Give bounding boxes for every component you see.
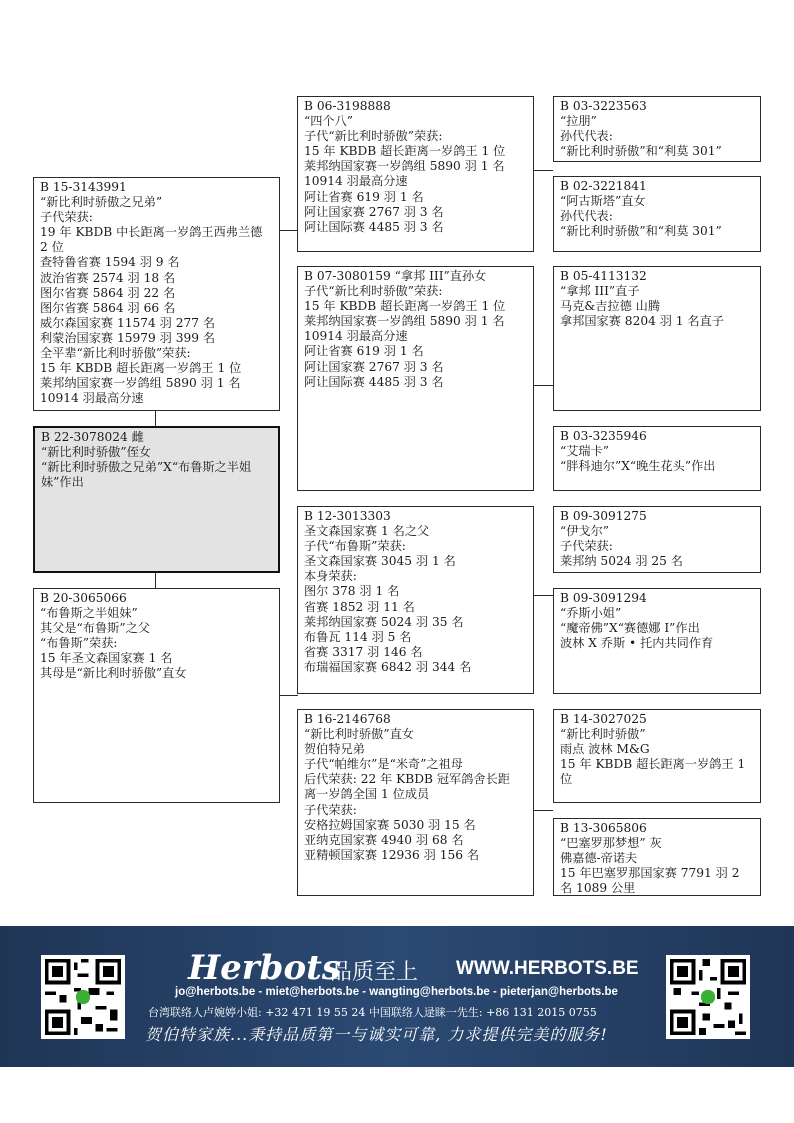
company-motto: 贺伯特家族...秉持品质第一与诚实可靠, 力求提供完美的服务!: [145, 1025, 608, 1044]
pedigree-text-line: “胖科迪尔”X“晚生花头”作出: [560, 459, 716, 474]
pedigree-text-line: B 03-3223563: [560, 99, 647, 113]
connector-line: [533, 810, 553, 811]
pedigree-text-line: 省赛 3317 羽 146 名: [304, 644, 423, 659]
pedigree-text-line: “魔帝佛”X“赛德娜 I”作出: [560, 621, 700, 636]
pedigree-text-line: 阿让国际赛 4485 羽 3 名: [304, 374, 444, 389]
herbots-logo: Herbots: [188, 948, 341, 988]
right-qr-code-icon: [666, 955, 750, 1039]
pedigree-text-line: B 13-3065806: [560, 821, 647, 835]
connector-line: [533, 595, 553, 596]
pedigree-text-line: 圣文森国家赛 3045 羽 1 名: [304, 554, 456, 569]
contact-emails[interactable]: jo@herbots.be - miet@herbots.be - wangting@herbots.be - pieterjan@herbots.be: [175, 986, 618, 998]
pedigree-text-line: 孙代代表:: [560, 129, 613, 144]
pedigree-text-line: 子代荣获:: [560, 539, 613, 554]
pedigree-text-line: “新比利时骄傲”和“利莫 301”: [560, 224, 722, 239]
pedigree-sds-box: [553, 266, 761, 411]
pedigree-text-line: 子代“帕维尔”是“米奇”之祖母: [304, 757, 463, 772]
pedigree-text-line: 波治省赛 2574 羽 18 名: [40, 270, 176, 285]
pedigree-text-line: “新比利时骄傲”和“利莫 301”: [560, 144, 722, 159]
pedigree-text-line: 圣文森国家赛 1 名之父: [304, 524, 430, 539]
pedigree-text-line: 雨点 波林 M&G: [560, 742, 650, 757]
connector-line: [279, 695, 298, 696]
pedigree-text-line: B 07-3080159 “拿邦 III”直孙女: [304, 269, 487, 283]
pedigree-text-line: 阿让国际赛 4485 羽 3 名: [304, 219, 444, 234]
pedigree-text-line: 亚精顿国家赛 12936 羽 156 名: [304, 847, 480, 862]
pedigree-text-line: “布鲁斯”荣获:: [40, 636, 118, 651]
pedigree-text-line: 波林 X 乔斯 • 托内共同作育: [560, 636, 714, 651]
pedigree-text-line: 阿让国家赛 2767 羽 3 名: [304, 359, 444, 374]
pedigree-text-line: 布鲁瓦 114 羽 5 名: [304, 629, 412, 644]
pedigree-text-line: 离一岁鸽全国 1 位成员: [304, 787, 430, 802]
pedigree-text-line: 其母是“新比利时骄傲”直女: [40, 666, 187, 681]
pedigree-text-line: B 22-3078024 雌: [41, 430, 144, 444]
pedigree-text-line: “拿邦 III”直子: [560, 284, 640, 299]
pedigree-text-line: 图尔 378 羽 1 名: [304, 584, 400, 599]
pedigree-text-line: B 15-3143991: [40, 180, 127, 194]
pedigree-text-line: 省赛 1852 羽 11 名: [304, 599, 415, 614]
pedigree-text-line: “新比利时骄傲”侄女: [41, 445, 151, 460]
pedigree-text-line: 图尔省赛 5864 羽 66 名: [40, 300, 176, 315]
pedigree-text-line: B 09-3091294: [560, 591, 647, 605]
pedigree-text-line: B 02-3221841: [560, 179, 647, 193]
pedigree-text-line: 10914 羽最高分速: [40, 391, 144, 406]
pedigree-text-line: 子代荣获:: [304, 802, 357, 817]
pedigree-text-line: “乔斯小姐”: [560, 606, 622, 621]
pedigree-text-line: “四个八”: [304, 114, 354, 129]
pedigree-text-line: 子代“新比利时骄傲”荣获:: [304, 284, 443, 299]
pedigree-text-line: “新比利时骄傲”直女: [304, 727, 414, 742]
pedigree-text-line: 阿让省赛 619 羽 1 名: [304, 344, 424, 359]
pedigree-dam-sire-box: [297, 506, 534, 694]
pedigree-text-line: 威尔森国家赛 11574 羽 277 名: [40, 315, 216, 330]
pedigree-sire-sire-box: [297, 96, 534, 252]
pedigree-text-line: B 09-3091275: [560, 509, 647, 523]
pedigree-text-line: 莱邦纳国家赛一岁鸽组 5890 羽 1 名: [304, 314, 505, 329]
pedigree-text-line: “新比利时骄傲之兄弟”X“布鲁斯之半姐妹”作出: [41, 460, 252, 490]
pedigree-text-line: 15 年巴塞罗那国家赛 7791 羽 2 名 1089 公里: [560, 866, 740, 896]
pedigree-text-line: 15 年圣文森国家赛 1 名: [40, 651, 173, 666]
pedigree-text-line: 莱邦纳国家赛 5024 羽 35 名: [304, 614, 464, 629]
pedigree-text-line: 19 年 KBDB 中长距离一岁鸽王西弗兰德 2 位: [40, 225, 263, 255]
pedigree-text-line: 图尔省赛 5864 羽 22 名: [40, 285, 176, 300]
pedigree-text-line: 后代荣获: 22 年 KBDB 冠军鸽舍长距: [304, 772, 510, 787]
pedigree-text-line: 子代“布鲁斯”荣获:: [304, 539, 406, 554]
pedigree-text-line: “伊戈尔”: [560, 524, 610, 539]
pedigree-text-line: “艾瑞卡”: [560, 444, 610, 459]
pedigree-text-line: 10914 羽最高分速: [304, 329, 408, 344]
pedigree-text-line: 贺伯特兄弟: [304, 742, 365, 757]
pedigree-text-line: 15 年 KBDB 超长距离一岁鸽王 1 位: [40, 361, 242, 376]
pedigree-sire-box: [33, 177, 280, 411]
pedigree-text-line: 子代荣获:: [40, 210, 93, 225]
pedigree-text-line: 利蒙治国家赛 15979 羽 399 名: [40, 330, 216, 345]
pedigree-text-line: 15 年 KBDB 超长距离一岁鸽王 1 位: [304, 144, 506, 159]
pedigree-ssd-box: [553, 176, 761, 252]
pedigree-subject-box: [33, 426, 280, 573]
pedigree-text-line: 拿邦国家赛 8204 羽 1 名直子: [560, 314, 724, 329]
pedigree-text-line: 其父是“布鲁斯”之父: [40, 621, 150, 636]
pedigree-text-line: B 12-3013303: [304, 509, 391, 523]
pedigree-text-line: 安格拉姆国家赛 5030 羽 15 名: [304, 817, 476, 832]
pedigree-text-line: 莱邦纳国家赛一岁鸽组 5890 羽 1 名: [304, 159, 505, 174]
pedigree-dam-box: [33, 588, 280, 803]
pedigree-text-line: 查特鲁省赛 1594 羽 9 名: [40, 255, 180, 270]
pedigree-text-line: B 16-2146768: [304, 712, 391, 726]
pedigree-dsd-box: [553, 588, 761, 694]
pedigree-text-line: 本身荣获:: [304, 569, 357, 584]
pedigree-text-line: 15 年 KBDB 超长距离一岁鸽王 1 位: [560, 757, 746, 787]
pedigree-dam-dam-box: [297, 709, 534, 896]
pedigree-text-line: “新比利时骄傲”: [560, 727, 646, 742]
pedigree-text-line: 阿让省赛 619 羽 1 名: [304, 189, 424, 204]
connector-line: [533, 170, 553, 171]
pedigree-text-line: 佛嘉德-帝诺夫: [560, 851, 638, 866]
pedigree-text-line: “拉朋”: [560, 114, 597, 129]
pedigree-text-line: 莱邦纳国家赛一岁鸽组 5890 羽 1 名: [40, 376, 241, 391]
pedigree-text-line: 莱邦纳 5024 羽 25 名: [560, 554, 683, 569]
pedigree-text-line: 孙代代表:: [560, 209, 613, 224]
pedigree-dss-box: [553, 506, 761, 573]
pedigree-text-line: B 03-3235946: [560, 429, 647, 443]
left-qr-code-icon: [41, 955, 125, 1039]
connector-line: [155, 572, 156, 589]
connector-line: [533, 385, 553, 386]
pedigree-text-line: B 14-3027025: [560, 712, 647, 726]
pedigree-text-line: B 05-4113132: [560, 269, 647, 283]
pedigree-text-line: “阿古斯塔”直女: [560, 194, 646, 209]
pedigree-text-line: “布鲁斯之半姐妹”: [40, 606, 138, 621]
pedigree-text-line: 马克&吉拉德 山腾: [560, 299, 661, 314]
pedigree-text-line: B 06-3198888: [304, 99, 391, 113]
pedigree-text-line: 全平辈“新比利时骄傲”荣获:: [40, 346, 191, 361]
pedigree-text-line: 阿让国家赛 2767 羽 3 名: [304, 204, 444, 219]
website-link[interactable]: WWW.HERBOTS.BE: [456, 958, 639, 979]
pedigree-text-line: “巴塞罗那梦想” 灰: [560, 836, 662, 851]
pedigree-sdd-box: [553, 426, 761, 491]
pedigree-text-line: 15 年 KBDB 超长距离一岁鸽王 1 位: [304, 299, 506, 314]
pedigree-text-line: 10914 羽最高分速: [304, 174, 408, 189]
pedigree-text-line: 布瑞福国家赛 6842 羽 344 名: [304, 659, 472, 674]
slogan-text: 品质至上: [330, 960, 419, 985]
pedigree-sss-box: [553, 96, 761, 162]
contact-phones: 台湾联络人卢婉婷小姐: +32 471 19 55 24 中国联络人逯睐一先生: +86 131 2015 0755: [148, 1006, 597, 1019]
pedigree-sire-dam-box: [297, 266, 534, 491]
pedigree-text-line: 亚纳克国家赛 4940 羽 68 名: [304, 832, 464, 847]
pedigree-text-line: “新比利时骄傲之兄弟”: [40, 195, 163, 210]
pedigree-ddd-box: [553, 818, 761, 896]
pedigree-dds-box: [553, 709, 761, 803]
connector-line: [155, 410, 156, 427]
connector-line: [279, 230, 298, 231]
pedigree-text-line: B 20-3065066: [40, 591, 127, 605]
pedigree-text-line: 子代“新比利时骄傲”荣获:: [304, 129, 443, 144]
